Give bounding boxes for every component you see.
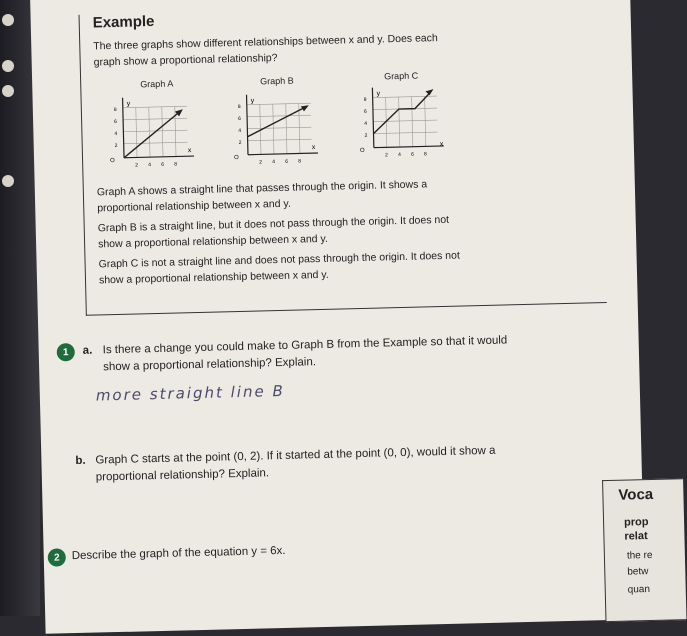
binder-hole	[2, 60, 14, 72]
textbook-page	[30, 0, 654, 634]
question-1-badge: 1	[57, 343, 75, 361]
question-1b-label: b.	[75, 454, 86, 468]
graph-c-y-label: y	[376, 90, 381, 98]
svg-text:O: O	[233, 154, 239, 162]
graph-a-x-label: x	[187, 147, 192, 155]
question-1a-label: a.	[82, 344, 93, 357]
vocab-def-line3: quan	[627, 584, 651, 596]
svg-text:2: 2	[364, 132, 368, 139]
question-1a-text: Is there a change you could make to Graph B from the Example so that it would show a proportional relationship? Explain.	[102, 334, 508, 374]
question-2-text: Describe the graph of the equation y = 6x.	[71, 544, 286, 563]
graph-b-y-axis	[247, 95, 248, 155]
graph-c	[354, 82, 456, 164]
svg-text:8: 8	[298, 158, 302, 165]
graph-b-line	[247, 107, 306, 136]
graph-c-line	[373, 92, 432, 133]
graph-c-x-label: x	[439, 140, 444, 149]
graph-a-y-axis	[123, 98, 124, 158]
svg-text:8: 8	[237, 103, 241, 110]
graph-c-label: Graph C	[383, 70, 419, 82]
example-question: The three graphs show different relationships between x and y. Does each graph show a proportional relationship?	[93, 32, 438, 69]
svg-text:O: O	[110, 157, 115, 165]
svg-text:6: 6	[161, 161, 165, 168]
svg-text:2: 2	[114, 142, 118, 149]
svg-text:O: O	[359, 147, 365, 154]
vocab-term-line2: relat	[624, 530, 648, 543]
svg-text:6: 6	[285, 158, 289, 165]
question-1b-text: Graph C starts at the point (0, 2). If it started at the point (0, 0), would it show a proportional relationship? Explain.	[95, 444, 496, 484]
handwritten-answer: more straight line B	[95, 381, 285, 405]
graph-a-description: Graph A shows a straight line that passes through the origin. It shows a proportional relationship between x and y.	[96, 178, 428, 215]
binder-hole	[2, 14, 14, 26]
graph-b-y-label: y	[250, 97, 255, 105]
vocab-def-line2: betw	[627, 566, 649, 578]
svg-text:2: 2	[259, 159, 263, 166]
svg-text:4: 4	[238, 127, 242, 134]
svg-text:2: 2	[384, 152, 388, 159]
svg-text:2: 2	[135, 162, 139, 169]
vocabulary-box	[602, 478, 686, 622]
svg-text:6: 6	[238, 115, 241, 122]
svg-text:8: 8	[174, 161, 178, 168]
question-2-badge: 2	[48, 548, 66, 566]
graph-b-description: Graph B is a straight line, but it does not pass through the origin. It does not show a proportional relationship between x and y.	[97, 213, 450, 251]
example-title: Example	[92, 12, 155, 32]
svg-text:6: 6	[114, 118, 118, 125]
binder-hole	[2, 175, 14, 187]
graph-b-x-label: x	[311, 144, 316, 152]
graph-a-y-label: y	[126, 100, 131, 108]
graph-c-description: Graph C is not a straight line and does not pass through the origin. It does not show a proportional relationship between x and y.	[98, 249, 460, 287]
graph-a-x-axis	[124, 156, 194, 158]
graph-b-label: Graph B	[260, 75, 294, 87]
graph-c-y-axis	[372, 88, 373, 148]
svg-text:4: 4	[272, 159, 276, 166]
svg-text:4: 4	[114, 130, 118, 137]
svg-text:8: 8	[363, 96, 367, 103]
vocab-def-line1: the re	[626, 549, 653, 562]
svg-text:6: 6	[363, 108, 367, 115]
svg-text:4: 4	[364, 120, 368, 127]
svg-text:4: 4	[397, 151, 401, 159]
svg-text:8: 8	[423, 151, 427, 158]
binder-hole	[2, 85, 14, 97]
graph-c-x-axis	[374, 146, 444, 148]
graph-b	[228, 89, 330, 171]
graph-a-label: Graph A	[140, 78, 174, 90]
svg-text:2: 2	[238, 139, 242, 146]
svg-text:4: 4	[148, 162, 152, 169]
vocab-term-line1: prop	[623, 516, 649, 529]
graph-c-arrow	[425, 89, 433, 95]
graph-a	[104, 92, 206, 174]
graph-b-x-axis	[248, 153, 318, 155]
svg-text:8: 8	[113, 106, 117, 113]
svg-text:6: 6	[410, 151, 414, 158]
vocabulary-title: Voca	[618, 485, 654, 504]
